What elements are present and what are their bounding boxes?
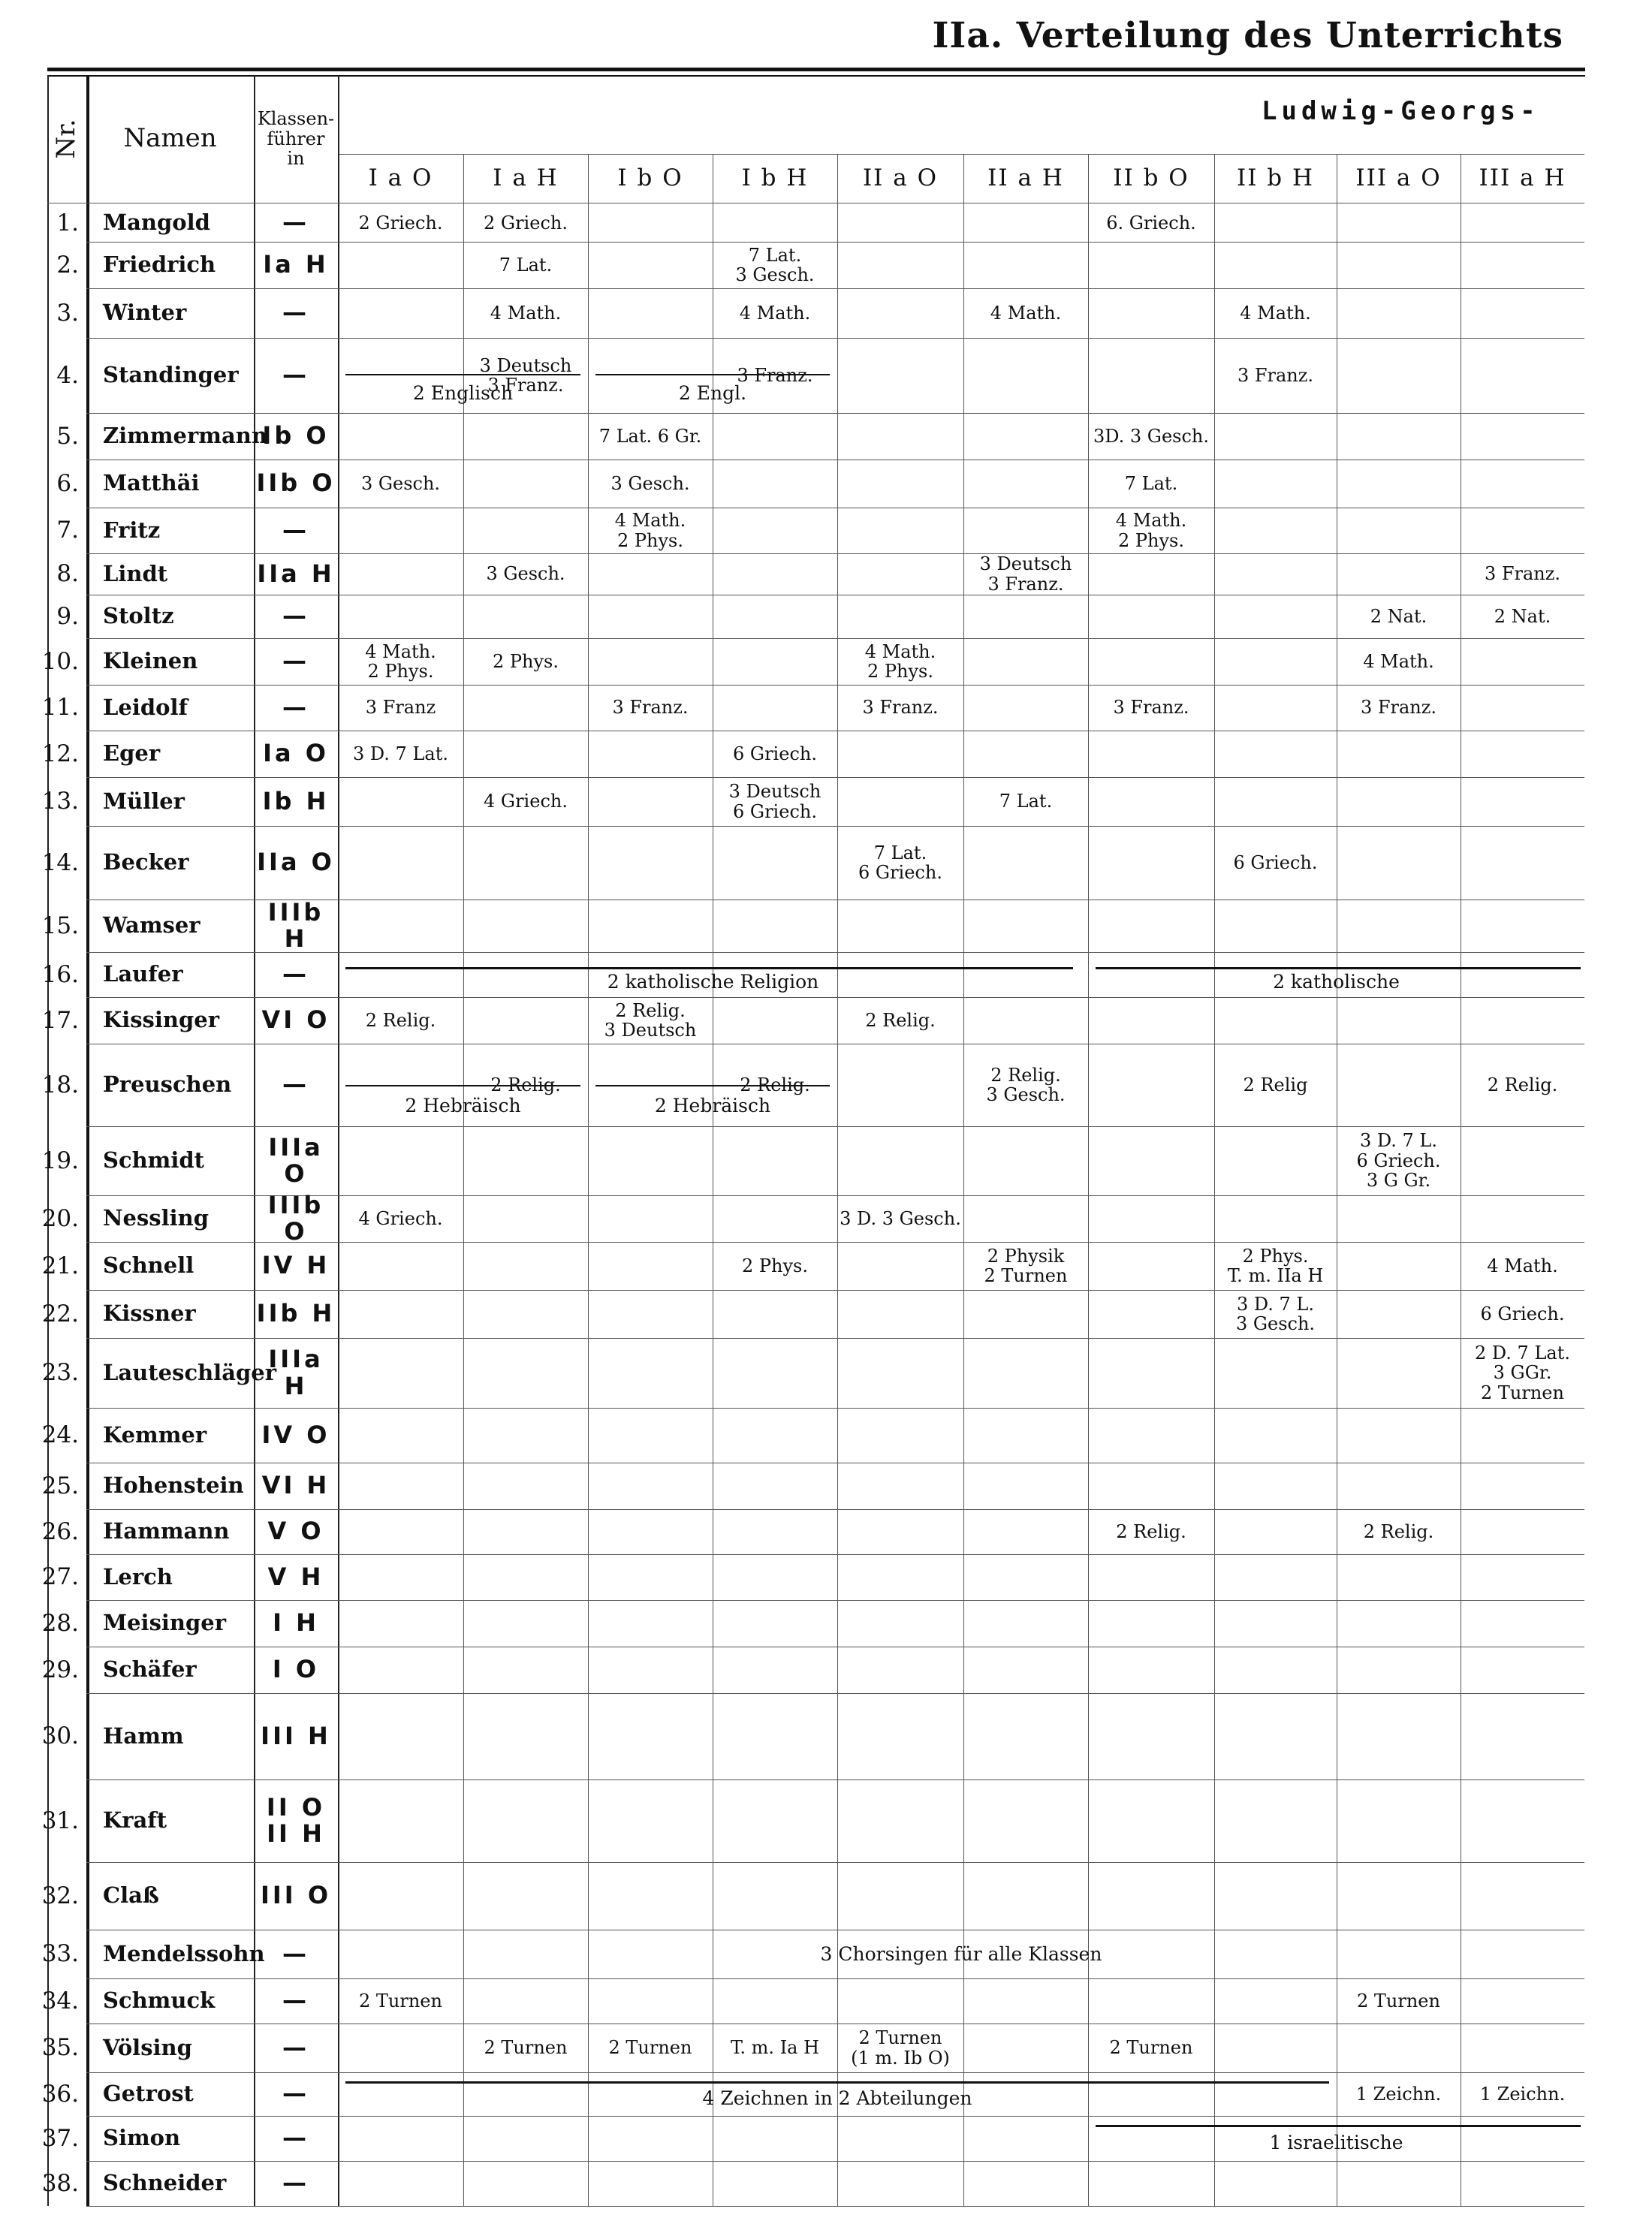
lesson-entry: 2 Relig. bbox=[1487, 1074, 1558, 1095]
teacher-name: Hammann bbox=[103, 1518, 230, 1544]
klassenfuehrer: Ia H bbox=[263, 250, 329, 279]
lesson-entry: 4 Math. bbox=[490, 302, 562, 324]
row-number: 27. bbox=[41, 1563, 79, 1591]
klassenfuehrer: IIIb H bbox=[267, 897, 324, 953]
teacher-name: Friedrich bbox=[103, 252, 216, 278]
klassenfuehrer: — bbox=[282, 2168, 309, 2198]
lesson-entry: 4 Math. bbox=[1240, 302, 1311, 324]
lesson-entry: 4 Griech. bbox=[484, 791, 568, 812]
lesson-entry: 3 D. 7 L. 3 Gesch. bbox=[1235, 1293, 1316, 1334]
teacher-name: Schneider bbox=[103, 2170, 227, 2196]
lesson-entry: 7 Lat. bbox=[499, 254, 553, 276]
row-number: 14. bbox=[41, 848, 79, 876]
row-number: 11. bbox=[41, 694, 79, 722]
row-number: 36. bbox=[41, 2080, 79, 2108]
header-split-rule bbox=[338, 154, 1584, 155]
teacher-name: Zimmermann bbox=[103, 423, 267, 449]
teacher-name: Stoltz bbox=[103, 603, 174, 629]
lesson-entry: 3 Franz bbox=[365, 697, 436, 719]
span-hebr2: 2 Hebräisch bbox=[654, 1094, 771, 1116]
lesson-entry: 4 Math. 2 Phys. bbox=[864, 640, 936, 682]
lesson-entry: 3 Franz. bbox=[1360, 697, 1437, 719]
lesson-entry: 3 D. 7 L. 6 Griech. 3 G Gr. bbox=[1356, 1130, 1441, 1192]
teacher-name: Kraft bbox=[103, 1807, 167, 1834]
school-banner: Ludwig-Georgs- bbox=[1262, 96, 1540, 126]
row-number: 24. bbox=[41, 1421, 79, 1449]
lesson-entry: 1 Zeichn. bbox=[1355, 2083, 1442, 2105]
klassenfuehrer: — bbox=[282, 2079, 309, 2108]
lesson-entry: 2 Relig. 3 Gesch. bbox=[986, 1064, 1066, 1105]
class-header: II a O bbox=[862, 164, 939, 192]
row-number: 23. bbox=[41, 1359, 79, 1387]
klassenfuehrer: IIa O bbox=[257, 848, 335, 877]
span-kath2: 2 katholische bbox=[1273, 971, 1400, 993]
row-number: 15. bbox=[41, 912, 79, 939]
lesson-entry: 6 Griech. bbox=[1480, 1303, 1565, 1324]
lesson-entry: 1 Zeichn. bbox=[1479, 2083, 1566, 2105]
lesson-entry: 2 Griech. bbox=[484, 212, 568, 234]
header-nr: Nr. bbox=[51, 119, 82, 159]
lesson-entry: 2 D. 7 Lat. 3 GGr. 2 Turnen bbox=[1475, 1342, 1570, 1403]
klassenfuehrer: IIa H bbox=[257, 559, 335, 588]
lesson-entry: 3 D. 7 Lat. bbox=[353, 743, 448, 764]
teacher-name: Hamm bbox=[103, 1722, 184, 1749]
row-number: 18. bbox=[41, 1071, 79, 1098]
row-number: 7. bbox=[56, 517, 79, 544]
klassenfuehrer: III O bbox=[260, 1881, 332, 1910]
row-number: 25. bbox=[41, 1472, 79, 1499]
class-column-rule bbox=[463, 154, 464, 2206]
klassenfuehrer: — bbox=[282, 2033, 309, 2062]
lesson-entry: 3 Franz. bbox=[612, 697, 689, 719]
klassenfuehrer: I O bbox=[272, 1655, 320, 1684]
lesson-entry: 4 Math. 2 Phys. bbox=[614, 510, 686, 551]
row-number: 2. bbox=[56, 251, 79, 279]
klassenfuehrer: — bbox=[282, 515, 309, 544]
class-column-rule bbox=[1214, 154, 1215, 2206]
teacher-name: Schmidt bbox=[103, 1147, 205, 1174]
klassenfuehrer: — bbox=[282, 646, 309, 676]
header-klassenfuehrer: Klassen- führer in bbox=[257, 108, 335, 170]
class-header: I b O bbox=[617, 164, 683, 192]
teacher-name: Müller bbox=[103, 788, 185, 814]
teacher-name: Schäfer bbox=[103, 1656, 197, 1683]
lesson-entry: 4 Math. bbox=[1487, 1255, 1558, 1276]
lesson-entry: 2 Relig. bbox=[1363, 1520, 1434, 1542]
row-number: 34. bbox=[41, 1987, 79, 2014]
klassenfuehrer: III H bbox=[261, 1721, 331, 1750]
teacher-name: Völsing bbox=[103, 2034, 192, 2060]
span-chor: 3 Chorsingen für alle Klassen bbox=[820, 1942, 1102, 1965]
teacher-name: Meisinger bbox=[103, 1610, 227, 1636]
klassenfuehrer: — bbox=[282, 1939, 309, 1968]
teacher-name: Eger bbox=[103, 740, 161, 767]
teacher-name: Mangold bbox=[103, 209, 210, 236]
row-number: 35. bbox=[41, 2034, 79, 2062]
lesson-entry: 2 Turnen bbox=[1357, 1990, 1440, 2011]
klassenfuehrer: II O II H bbox=[266, 1792, 326, 1848]
class-header: I b H bbox=[741, 164, 809, 192]
lesson-entry: 2 Relig. bbox=[740, 1074, 810, 1095]
klassenfuehrer: — bbox=[282, 360, 309, 390]
klassenfuehrer: VI H bbox=[261, 1471, 330, 1500]
klassenfuehrer: IIb H bbox=[256, 1299, 336, 1328]
lesson-entry: T. m. Ia H bbox=[730, 2037, 820, 2059]
lesson-entry: 4 Math. bbox=[1363, 650, 1434, 672]
lesson-entry: 2 Relig. bbox=[1116, 1520, 1186, 1542]
lesson-entry: 2 Phys. bbox=[492, 650, 559, 672]
lesson-entry: 4 Math. bbox=[739, 302, 811, 324]
class-header: II b H bbox=[1236, 164, 1315, 192]
lesson-entry: 7 Lat. bbox=[999, 791, 1053, 812]
class-header: I a O bbox=[368, 164, 433, 192]
lesson-entry: 4 Math. 2 Phys. bbox=[1115, 510, 1187, 551]
teacher-name: Simon bbox=[103, 2125, 181, 2151]
lesson-entry: 2 Turnen (1 m. Ib O) bbox=[851, 2027, 950, 2069]
class-column-rule bbox=[837, 154, 838, 2206]
row-number: 17. bbox=[41, 1006, 79, 1034]
klassenfuehrer: Ia O bbox=[263, 739, 329, 768]
row-number: 20. bbox=[41, 1204, 79, 1232]
span-zeichnen: 4 Zeichnen in 2 Abteilungen bbox=[702, 2087, 972, 2110]
lesson-entry: 6 Griech. bbox=[733, 743, 817, 764]
row-number: 33. bbox=[41, 1940, 79, 1968]
klassenfuehrer: IV O bbox=[261, 1420, 330, 1449]
lesson-entry: 3 Franz. bbox=[1113, 697, 1189, 719]
class-header: III a O bbox=[1355, 164, 1442, 192]
teacher-name: Lindt bbox=[103, 560, 168, 586]
lesson-entry: 3 Franz. bbox=[862, 697, 939, 719]
klassenfuehrer: — bbox=[282, 692, 309, 722]
lesson-entry: 2 Turnen bbox=[608, 2037, 692, 2059]
teacher-name: Becker bbox=[103, 849, 189, 875]
klassenfuehrer: — bbox=[282, 2123, 309, 2153]
lesson-entry: 7 Lat. 6 Gr. bbox=[598, 425, 702, 447]
lesson-entry: 3 Deutsch 3 Franz. bbox=[979, 553, 1072, 595]
page-title: IIa. Verteilung des Unterrichts bbox=[932, 15, 1563, 56]
lesson-entry: 2 Nat. bbox=[1370, 605, 1427, 627]
lesson-entry: 3 Deutsch 6 Griech. bbox=[728, 781, 821, 822]
row-number: 1. bbox=[56, 209, 79, 237]
row-number: 21. bbox=[41, 1252, 79, 1279]
klassenfuehrer: — bbox=[282, 298, 309, 327]
klassenfuehrer: VI O bbox=[261, 1005, 330, 1035]
row-number: 30. bbox=[41, 1722, 79, 1750]
row-number: 4. bbox=[56, 361, 79, 389]
header-names: Namen bbox=[123, 123, 217, 154]
teacher-name: Getrost bbox=[103, 2081, 194, 2107]
teacher-name: Wamser bbox=[103, 912, 200, 939]
teacher-name: Lauteschläger bbox=[103, 1359, 276, 1385]
klassenfuehrer: V O bbox=[267, 1517, 324, 1546]
class-header: II a H bbox=[987, 164, 1064, 192]
span-engl: 2 Engl. bbox=[678, 382, 747, 405]
lesson-entry: 7 Lat. bbox=[1124, 472, 1178, 494]
teacher-name: Laufer bbox=[103, 961, 183, 987]
klassenfuehrer: IIIa H bbox=[268, 1345, 324, 1400]
row-number: 38. bbox=[41, 2169, 79, 2197]
lesson-entry: 2 Relig bbox=[1243, 1074, 1308, 1095]
lesson-entry: 2 Phys. bbox=[741, 1255, 808, 1276]
lesson-entry: 3 Franz. bbox=[1237, 364, 1314, 386]
lesson-entry: 3 Gesch. bbox=[610, 472, 690, 494]
klassenfuehrer: — bbox=[282, 1986, 309, 2015]
class-header: II b O bbox=[1113, 164, 1189, 192]
klassenfuehrer: — bbox=[282, 208, 309, 237]
row-number: 28. bbox=[41, 1609, 79, 1637]
teacher-name: Matthäi bbox=[103, 470, 200, 496]
klassenfuehrer: Ib O bbox=[262, 421, 330, 451]
lesson-entry: 3 Deutsch 3 Franz. bbox=[479, 354, 572, 396]
lesson-entry: 3D. 3 Gesch. bbox=[1093, 425, 1210, 447]
klassenfuehrer: IIIa O bbox=[268, 1132, 324, 1188]
lesson-entry: 2 Turnen bbox=[1109, 2037, 1193, 2059]
klassenfuehrer: V H bbox=[267, 1562, 324, 1591]
lesson-entry: 6 Griech. bbox=[1233, 851, 1318, 873]
row-number: 9. bbox=[56, 602, 79, 630]
teacher-name: Leidolf bbox=[103, 694, 188, 720]
span-hebr1: 2 Hebräisch bbox=[405, 1094, 521, 1116]
klassenfuehrer: — bbox=[282, 601, 309, 631]
klassenfuehrer: IIIb O bbox=[267, 1190, 324, 1246]
teacher-name: Winter bbox=[103, 300, 187, 326]
klassenfuehrer: IIb O bbox=[256, 469, 336, 498]
row-number: 37. bbox=[41, 2124, 79, 2152]
span-englisch: 2 Englisch bbox=[412, 382, 514, 405]
class-header: I a H bbox=[493, 164, 559, 192]
lesson-entry: 6. Griech. bbox=[1106, 212, 1196, 234]
lesson-entry: 2 Griech. bbox=[358, 212, 443, 234]
row-number: 19. bbox=[41, 1147, 79, 1174]
lesson-entry: 2 Physik 2 Turnen bbox=[984, 1245, 1068, 1286]
teacher-name: Claß bbox=[103, 1882, 159, 1909]
lesson-entry: 3 Gesch. bbox=[360, 472, 441, 494]
lesson-entry: 2 Relig. bbox=[365, 1009, 436, 1031]
row-number: 8. bbox=[56, 560, 79, 588]
row-number: 13. bbox=[41, 788, 79, 815]
klassenfuehrer: — bbox=[282, 960, 309, 989]
lesson-entry: 2 Phys. T. m. IIa H bbox=[1227, 1245, 1324, 1286]
lesson-entry: 3 Franz. bbox=[737, 364, 813, 386]
teacher-name: Kissner bbox=[103, 1300, 196, 1327]
row-number: 31. bbox=[41, 1807, 79, 1834]
teacher-name: Standinger bbox=[103, 362, 239, 388]
lesson-entry: 3 Franz. bbox=[1484, 563, 1561, 585]
lesson-entry: 7 Lat. 3 Gesch. bbox=[735, 244, 815, 285]
lesson-entry: 4 Math. 2 Phys. bbox=[365, 640, 436, 682]
klassenfuehrer: — bbox=[282, 1070, 309, 1099]
row-number: 26. bbox=[41, 1517, 79, 1545]
class-column-rule bbox=[963, 154, 964, 2206]
teacher-name: Kleinen bbox=[103, 648, 198, 674]
row-number: 6. bbox=[56, 469, 79, 497]
teacher-name: Mendelssohn bbox=[103, 1940, 265, 1966]
span-isr: 1 israelitische bbox=[1269, 2132, 1403, 2154]
lesson-entry: 2 Nat. bbox=[1494, 605, 1551, 627]
lesson-entry: 2 Relig. bbox=[865, 1009, 936, 1031]
teacher-name: Hohenstein bbox=[103, 1472, 244, 1499]
span-kath1: 2 katholische Religion bbox=[607, 971, 819, 993]
teacher-name: Nessling bbox=[103, 1205, 210, 1231]
row-rule bbox=[86, 2206, 1584, 2207]
teacher-name: Kissinger bbox=[103, 1007, 219, 1033]
lesson-entry: 2 Turnen bbox=[359, 1990, 442, 2011]
teacher-name: Schmuck bbox=[103, 1987, 216, 2014]
class-header: III a H bbox=[1479, 164, 1566, 192]
teacher-name: Fritz bbox=[103, 517, 161, 543]
klassenfuehrer: I H bbox=[273, 1608, 319, 1638]
teacher-name: Kemmer bbox=[103, 1421, 207, 1448]
row-number: 12. bbox=[41, 740, 79, 767]
klassenfuehrer: IV H bbox=[261, 1251, 330, 1280]
row-number: 32. bbox=[41, 1882, 79, 1909]
lesson-entry: 4 Math. bbox=[990, 302, 1062, 324]
row-number: 10. bbox=[41, 647, 79, 675]
row-number: 22. bbox=[41, 1300, 79, 1327]
lesson-entry: 4 Griech. bbox=[358, 1207, 443, 1229]
lesson-entry: 2 Relig. bbox=[490, 1074, 561, 1095]
lesson-entry: 7 Lat. 6 Griech. bbox=[858, 842, 942, 883]
teacher-name: Preuschen bbox=[103, 1071, 232, 1098]
teacher-name: Lerch bbox=[103, 1563, 173, 1590]
row-number: 5. bbox=[56, 422, 79, 450]
lesson-entry: 3 D. 3 Gesch. bbox=[840, 1207, 961, 1229]
lesson-entry: 3 Gesch. bbox=[486, 563, 565, 585]
lesson-entry: 2 Relig. 3 Deutsch bbox=[604, 999, 697, 1041]
row-number: 3. bbox=[56, 299, 79, 327]
klassenfuehrer: Ib H bbox=[262, 786, 330, 815]
row-number: 29. bbox=[41, 1656, 79, 1683]
lesson-entry: 2 Turnen bbox=[484, 2037, 568, 2059]
teacher-name: Schnell bbox=[103, 1252, 194, 1279]
row-number: 16. bbox=[41, 960, 79, 988]
